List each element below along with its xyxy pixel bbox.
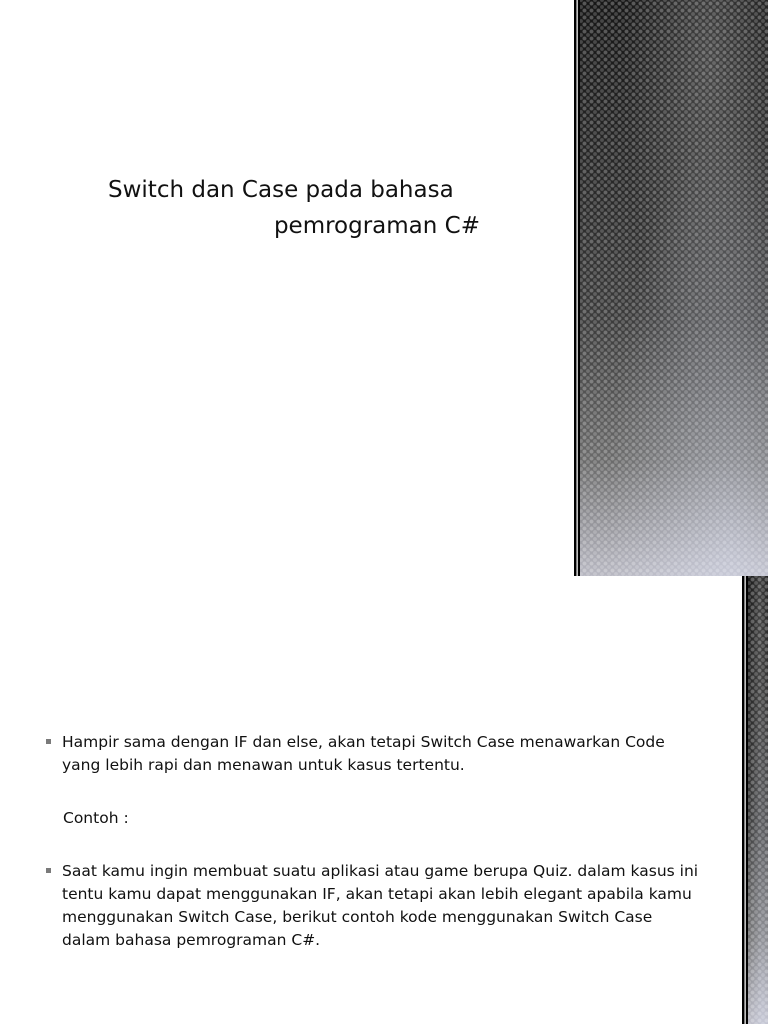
- bullet-text: Saat kamu ingin membuat suatu aplikasi atau game berupa Quiz. dalam kasus ini tentu kamu dapat menggunakan IF, akan tetapi akan lebih elegant apabila kamu menggunakan Switch Case, berikut contoh kode menggunakan Switch Case dalam bahasa pemrograman C#.: [62, 862, 699, 949]
- bullet-item: [44, 731, 704, 777]
- example-label: Contoh :: [63, 809, 129, 827]
- bullet-text: Hampir sama dengan IF dan else, akan tetapi Switch Case menawarkan Code yang lebih rapi dan menawan untuk kasus tertentu.: [62, 733, 665, 774]
- slide-2: [0, 576, 768, 1024]
- bullet-item: [44, 860, 704, 952]
- square-bullet-icon: [46, 739, 51, 744]
- title-line-2: pemrograman C#: [273, 213, 480, 239]
- decorative-dark-panel: [574, 0, 768, 576]
- slide-content: [44, 731, 704, 952]
- decorative-dark-panel: [742, 576, 768, 1024]
- slide-title: [90, 172, 482, 244]
- square-bullet-icon: [46, 868, 51, 873]
- title-line-1: Switch dan Case pada bahasa: [108, 177, 454, 203]
